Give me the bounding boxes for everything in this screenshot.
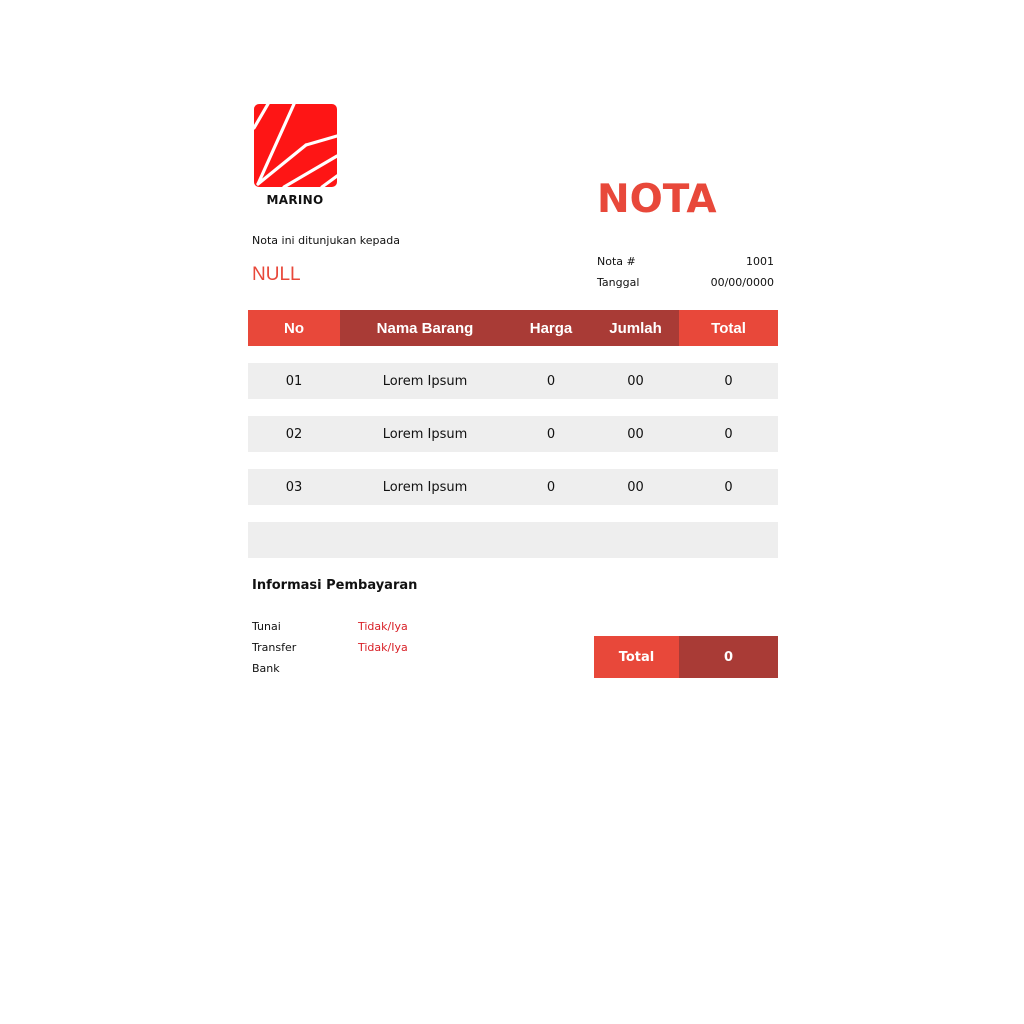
cell-total: 0: [724, 479, 733, 495]
table-row: [248, 363, 778, 399]
header-item-name: Nama Barang: [340, 310, 510, 346]
invoice-number-label: Nota #: [597, 255, 636, 268]
header-total: Total: [679, 310, 778, 346]
header-price: Harga: [510, 310, 592, 346]
payment-info-title: Informasi Pembayaran: [252, 578, 418, 593]
cell-item-name: Lorem Ipsum: [382, 479, 468, 495]
table-row-empty: [248, 522, 778, 558]
grand-total-value: 0: [679, 636, 778, 678]
table-row: [248, 469, 778, 505]
payment-method-transfer-label: Transfer: [252, 641, 297, 654]
cell-total: 0: [724, 426, 733, 442]
table-row: [248, 416, 778, 452]
header-quantity: Jumlah: [592, 310, 679, 346]
recipient-name: NULL: [252, 264, 301, 285]
cell-no: 01: [285, 373, 303, 389]
invoice-date-label: Tanggal: [597, 276, 640, 289]
cell-quantity: 00: [627, 426, 644, 442]
cell-price: 0: [546, 373, 556, 389]
header-no: No: [248, 310, 340, 346]
payment-method-transfer-value: Tidak/Iya: [358, 641, 408, 654]
table-header: [248, 310, 778, 346]
cell-item-name: [340, 522, 510, 558]
cell-quantity: 00: [627, 373, 644, 389]
cell-no: [248, 522, 340, 558]
cell-no: 02: [285, 426, 303, 442]
invoice-date-value: 00/00/0000: [710, 276, 774, 289]
cell-item-name: Lorem Ipsum: [382, 373, 468, 389]
cell-item-name: Lorem Ipsum: [382, 426, 468, 442]
payment-method-bank-label: Bank: [252, 662, 280, 675]
brand-name: MARINO: [266, 193, 324, 207]
cell-total: 0: [724, 373, 733, 389]
cell-price: [510, 522, 592, 558]
cell-price: 0: [546, 426, 556, 442]
items-table: [248, 310, 778, 558]
payment-method-cash-label: Tunai: [252, 620, 281, 633]
logo-background: [254, 104, 337, 187]
payment-method-cash-value: Tidak/Iya: [358, 620, 408, 633]
grand-total-label: Total: [594, 636, 679, 678]
invoice-number-value: 1001: [746, 255, 774, 268]
cell-quantity: [592, 522, 679, 558]
lightning-logo-icon: [254, 104, 337, 187]
grand-total-box: [594, 636, 778, 678]
cell-price: 0: [546, 479, 556, 495]
cell-no: 03: [285, 479, 303, 495]
cell-quantity: 00: [627, 479, 644, 495]
cell-total: [679, 522, 778, 558]
document-title: NOTA: [597, 177, 717, 222]
recipient-label: Nota ini ditunjukan kepada: [252, 234, 400, 247]
